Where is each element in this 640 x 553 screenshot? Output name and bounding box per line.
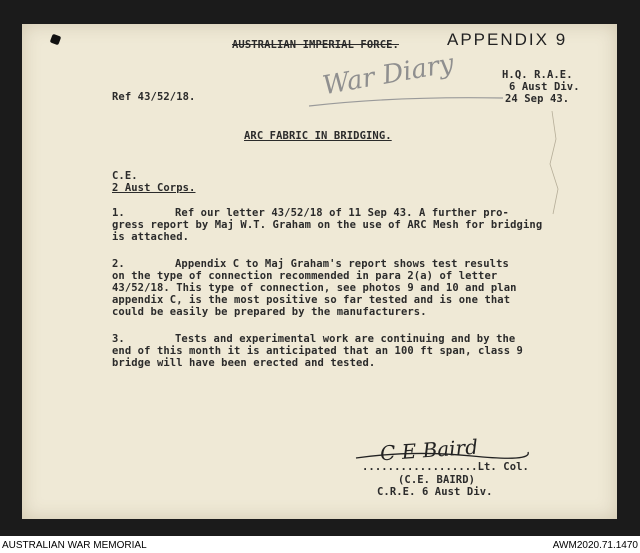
signatory-title: C.R.E. 6 Aust Div.	[377, 486, 493, 498]
paragraph-number: 1.	[112, 207, 125, 219]
footer-accession-number: AWM2020.71.1470	[552, 540, 638, 551]
paragraph-line: bridge will have been erected and tested.	[112, 357, 376, 369]
war-diary-stamp: War Diary	[320, 48, 457, 102]
paragraph-line: gress report by Maj W.T. Graham on the use of ARC Mesh for bridging	[112, 219, 543, 231]
signature-line: ..................Lt. Col.	[362, 461, 529, 473]
document-page	[22, 24, 617, 519]
footer-institution: AUSTRALIAN WAR MEMORIAL	[2, 540, 147, 551]
paragraph-line: Ref our letter 43/52/18 of 11 Sep 43. A further pro-	[175, 207, 509, 219]
paragraph-line: 43/52/18. This type of connection, see photos 9 and 10 and plan	[112, 282, 517, 294]
appendix-label: APPENDIX 9	[447, 30, 568, 49]
paragraph-line: on the type of connection recommended in para 2(a) of letter	[112, 270, 498, 282]
stamp-underline	[307, 94, 507, 108]
subject-line: ARC FABRIC IN BRIDGING.	[244, 130, 392, 142]
address-div: 6 Aust Div.	[509, 81, 580, 93]
recipient-line-1: C.E.	[112, 170, 138, 182]
paragraph-line: is attached.	[112, 231, 190, 243]
recipient-line-2: 2 Aust Corps.	[112, 182, 196, 194]
handwritten-signature: C E Baird	[379, 434, 479, 466]
paragraph-line: Appendix C to Maj Graham's report shows test results	[175, 258, 509, 270]
paragraph-line: appendix C, is the most positive so far tested and is one that	[112, 294, 511, 306]
reference-number: Ref 43/52/18.	[112, 91, 196, 103]
paragraph-line: Tests and experimental work are continuing and by the	[175, 333, 516, 345]
address-hq: H.Q. R.A.E.	[502, 69, 573, 81]
signatory-name: (C.E. BAIRD)	[398, 474, 476, 486]
paragraph-line: end of this month it is anticipated that an 100 ft span, class 9	[112, 345, 523, 357]
paragraph-line: could be easily be prepared by the manufacturers.	[112, 306, 427, 318]
document-heading: AUSTRALIAN IMPERIAL FORCE.	[232, 39, 399, 51]
address-date: 24 Sep 43.	[505, 93, 570, 105]
paragraph-number: 2.	[112, 258, 125, 270]
pencil-scribble	[532, 109, 572, 219]
paragraph-number: 3.	[112, 333, 125, 345]
